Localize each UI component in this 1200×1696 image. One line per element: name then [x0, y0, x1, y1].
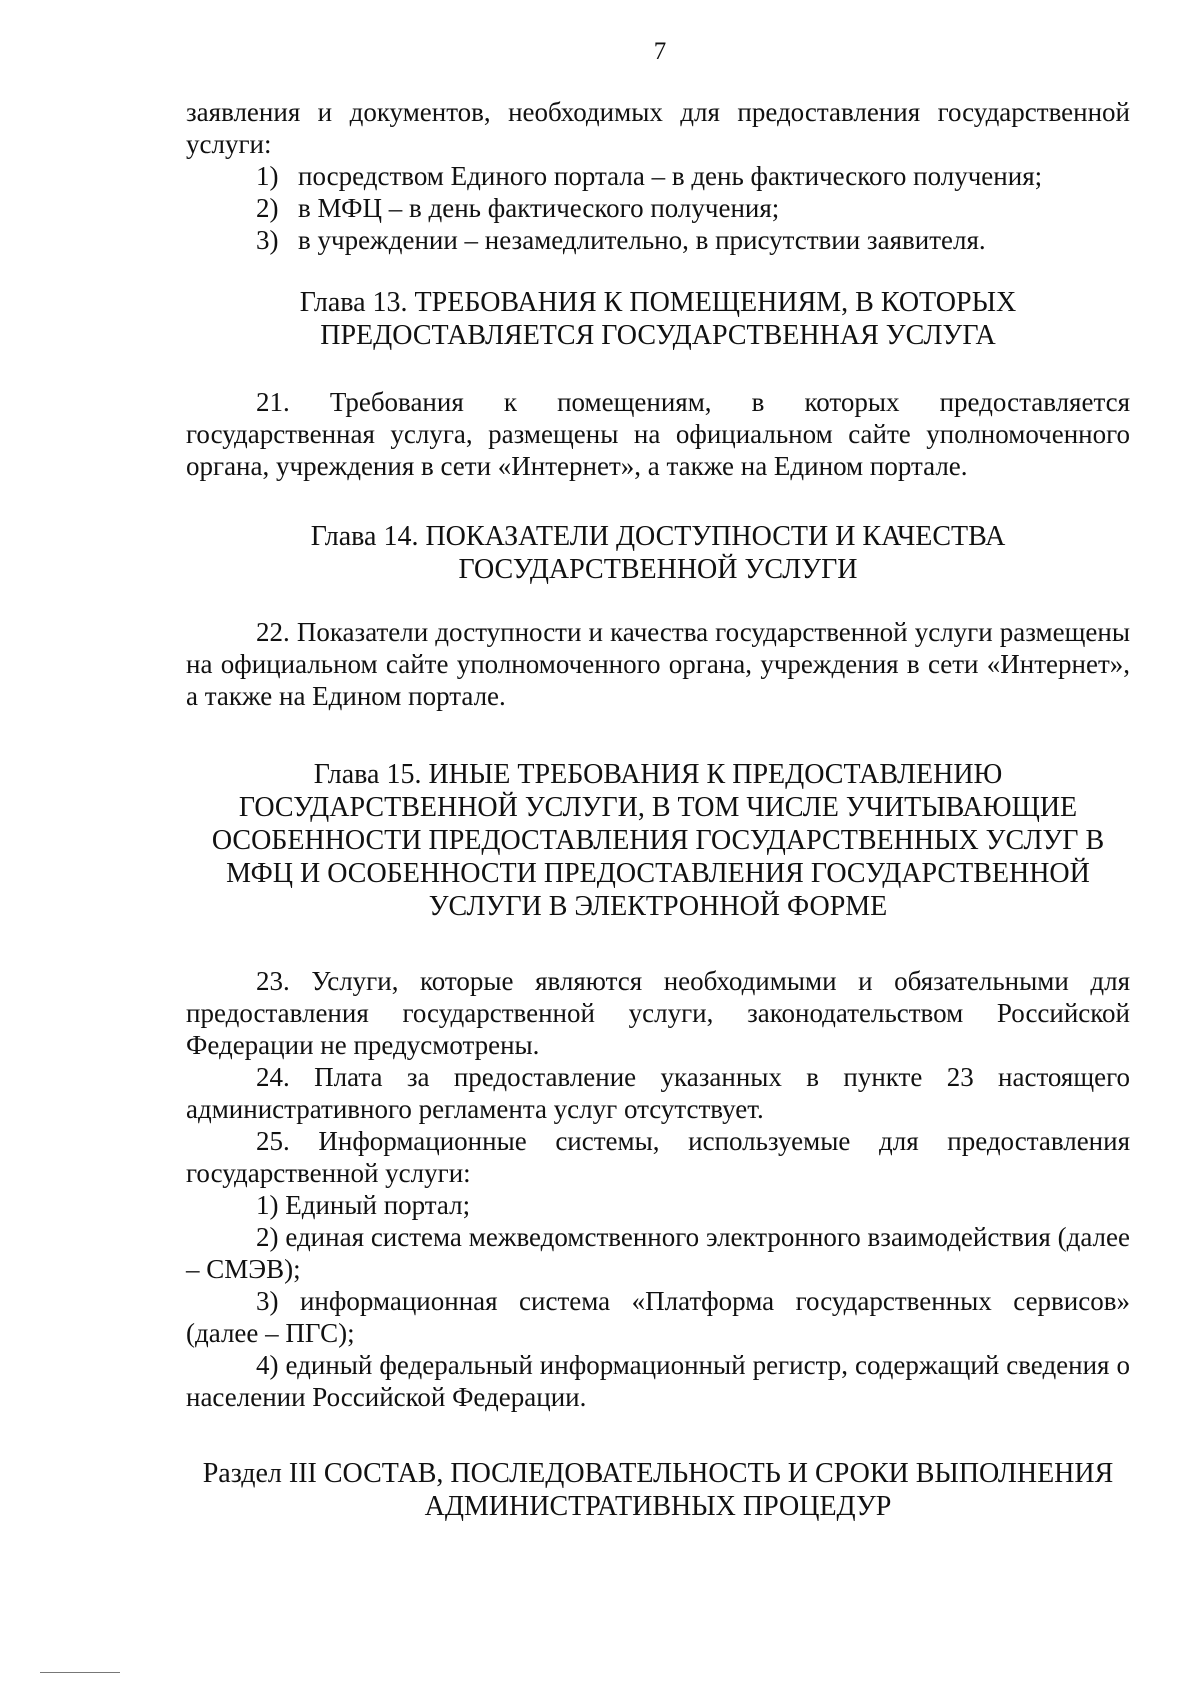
intro-item-1	[186, 160, 1130, 192]
paragraph-23: 23. Услуги, которые являются необходимыми и обязательными для предоставления государственной услуги, законодательством Российской Федерации не предусмотрены.	[186, 966, 1130, 1060]
paragraph-21-first-line: 21. Требования к помещениям, в которых предоставляется	[256, 387, 1130, 417]
paragraph-25-item-1: 1) Единый портал;	[256, 1190, 471, 1220]
paragraph-22: 22. Показатели доступности и качества государственной услуги размещены на официальном сайте уполномоченного органа, учреждения в сети «Интернет», а также на Едином портале.	[186, 617, 1130, 711]
chapter-13-heading	[186, 286, 1130, 352]
chapter-14-title-line-2: ГОСУДАРСТВЕННОЙ УСЛУГИ	[458, 554, 858, 585]
paragraph-25-item-4: 4) единый федеральный информационный регистр, содержащий сведения о населении Российской Федерации.	[186, 1350, 1130, 1412]
page-number: 7	[653, 38, 667, 65]
chapter-15-title-line-2: ГОСУДАРСТВЕННОЙ УСЛУГИ, В ТОМ ЧИСЛЕ УЧИТЫВАЮЩИЕ	[238, 792, 1078, 823]
paragraph-25-item-3: 3) информационная система «Платформа государственных сервисов» (далее – ПГС);	[186, 1286, 1130, 1348]
intro-item-2-text: в МФЦ – в день фактического получения;	[298, 193, 780, 223]
paragraph-24: 24. Плата за предоставление указанных в пункте 23 настоящего административного регламента услуг отсутствует.	[186, 1062, 1130, 1124]
scan-edge-mark	[40, 1672, 120, 1673]
intro-paragraph: заявления и документов, необходимых для предоставления государственной услуги:	[186, 97, 1130, 159]
intro-item-2	[186, 192, 1130, 224]
chapter-15-title-line-4: МФЦ И ОСОБЕННОСТИ ПРЕДОСТАВЛЕНИЯ ГОСУДАРСТВЕННОЙ	[226, 858, 1090, 889]
chapter-15-title-line-3: ОСОБЕННОСТИ ПРЕДОСТАВЛЕНИЯ ГОСУДАРСТВЕННЫХ УСЛУГ В	[211, 825, 1105, 856]
chapter-15-title-line-5: УСЛУГИ В ЭЛЕКТРОННОЙ ФОРМЕ	[428, 891, 888, 922]
section-3-title-line-2: АДМИНИСТРАТИВНЫХ ПРОЦЕДУР	[424, 1491, 892, 1522]
paragraph-25: 25. Информационные системы, используемые для предоставления государственной услуги:	[186, 1126, 1130, 1188]
intro-item-3-num: 3)	[256, 225, 279, 255]
intro-item-1-num: 1)	[256, 161, 279, 191]
paragraph-21-rest: государственная услуга, размещены на официальном сайте уполномоченного органа, учреждения в сети «Интернет», а также на Едином портале.	[186, 419, 1130, 481]
paragraph-25-item-2: 2) единая система межведомственного электронного взаимодействия (далее – СМЭВ);	[186, 1222, 1130, 1284]
chapter-13-title-line-1: Глава 13. ТРЕБОВАНИЯ К ПОМЕЩЕНИЯМ, В КОТОРЫХ	[299, 287, 1017, 318]
document-body	[186, 96, 1130, 1523]
chapter-13-title-line-2: ПРЕДОСТАВЛЯЕТСЯ ГОСУДАРСТВЕННАЯ УСЛУГА	[320, 320, 996, 351]
intro-item-2-num: 2)	[256, 193, 279, 223]
chapter-14-heading	[186, 520, 1130, 586]
section-3-heading	[186, 1457, 1130, 1523]
intro-item-3	[186, 224, 1130, 256]
intro-item-1-text: посредством Единого портала – в день фактического получения;	[298, 161, 1043, 191]
chapter-15-title-line-1: Глава 15. ИНЫЕ ТРЕБОВАНИЯ К ПРЕДОСТАВЛЕНИЮ	[313, 759, 1003, 790]
chapter-15-heading	[186, 758, 1130, 923]
intro-item-3-text: в учреждении – незамедлительно, в присутствии заявителя.	[298, 225, 986, 255]
section-3-title-line-1: Раздел III СОСТАВ, ПОСЛЕДОВАТЕЛЬНОСТЬ И СРОКИ ВЫПОЛНЕНИЯ	[202, 1458, 1114, 1489]
chapter-14-title-line-1: Глава 14. ПОКАЗАТЕЛИ ДОСТУПНОСТИ И КАЧЕСТВА	[310, 521, 1006, 552]
